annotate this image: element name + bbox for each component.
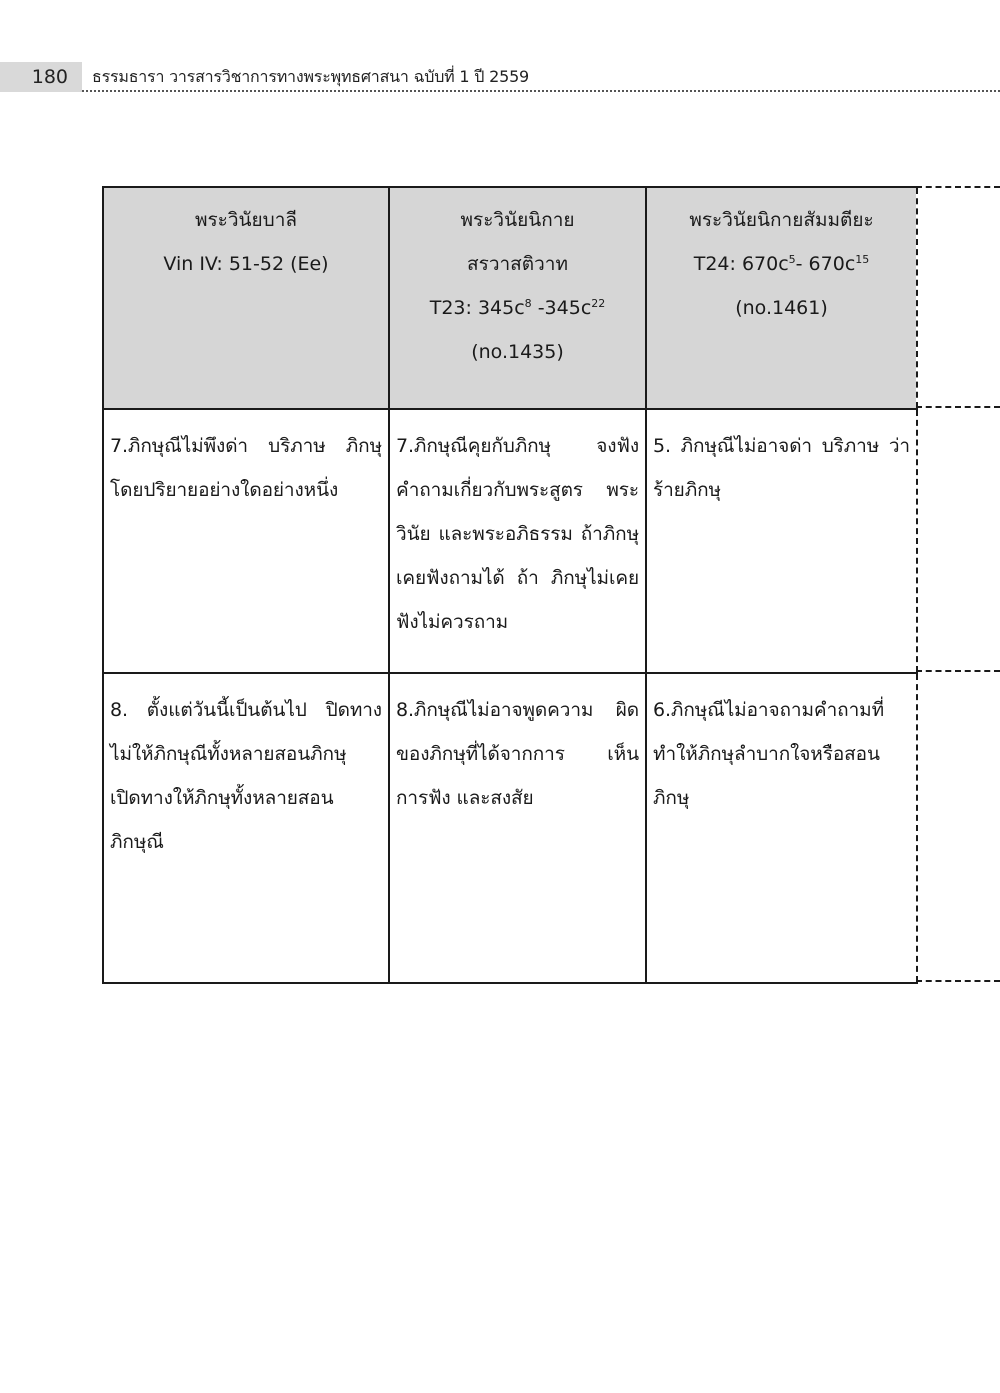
column-catalog-number: (no.1461) — [735, 297, 828, 319]
table-cell: 8.ภิกษุณีไม่อาจพูดความ ผิดของภิกษุที่ได้จากการ เห็น การฟัง และสงสัย — [389, 673, 646, 983]
continuation-dashed-line — [916, 670, 1000, 672]
running-header — [0, 62, 1000, 94]
column-reference: T24: $670c^5-$ $670c^{15}$ — [693, 253, 870, 275]
header-cell-sarvastivada-vinaya — [389, 187, 646, 409]
table-row — [103, 409, 917, 673]
continuation-dashed-line — [916, 186, 1000, 188]
vinaya-comparison-table — [102, 186, 918, 984]
continuation-dashed-line — [916, 406, 1000, 408]
journal-title: ธรรมธารา วารสารวิชาการทางพระพุทธศาสนา ฉบับที่ 1 ปี 2559 — [92, 67, 530, 86]
column-title: พระวินัยบาลี — [194, 209, 298, 231]
table-cell: 7.ภิกษุณีคุยกับภิกษุ จงฟัง คำถามเกี่ยวกับพระสูตร พระวินัย และพระอภิธรรม ถ้าภิกษุเคยฟังถามได้ ถ้า ภิกษุไม่เคยฟังไม่ควรถาม — [389, 409, 646, 673]
column-reference: Vin IV: 51-52 (Ee) — [163, 253, 329, 275]
column-catalog-number: (no.1435) — [471, 341, 564, 363]
header-cell-sammatiya-vinaya — [646, 187, 917, 409]
table-cell: 5. ภิกษุณีไม่อาจด่า บริภาษ ว่าร้ายภิกษุ — [646, 409, 917, 673]
table-cell: 7.ภิกษุณีไม่พึงด่า บริภาษ ภิกษุ โดยปริยายอย่างใดอย่างหนึ่ง — [103, 409, 389, 673]
header-cell-pali-vinaya — [103, 187, 389, 409]
table-header-row — [103, 187, 917, 409]
column-title: พระวินัยนิกาย — [460, 209, 575, 231]
table-cell: 8. ตั้งแต่วันนี้เป็นต้นไป ปิดทาง ไม่ให้ภิกษุณีทั้งหลายสอนภิกษุ เปิดทางให้ภิกษุทั้งหลายสอน ภิกษุณี — [103, 673, 389, 983]
column-reference: T23: $345c^8$ $-345c^{22}$ — [429, 297, 606, 319]
table-cell: 6.ภิกษุณีไม่อาจถามคำถามที่ ทำให้ภิกษุลำบากใจหรือสอน ภิกษุ — [646, 673, 917, 983]
column-subtitle: สรวาสติวาท — [467, 253, 568, 275]
table-row — [103, 673, 917, 983]
continuation-dashed-line — [916, 980, 1000, 982]
column-title: พระวินัยนิกายสัมมตียะ — [689, 209, 874, 231]
header-dotted-rule — [82, 90, 1000, 92]
page-number: 180 — [0, 62, 82, 92]
